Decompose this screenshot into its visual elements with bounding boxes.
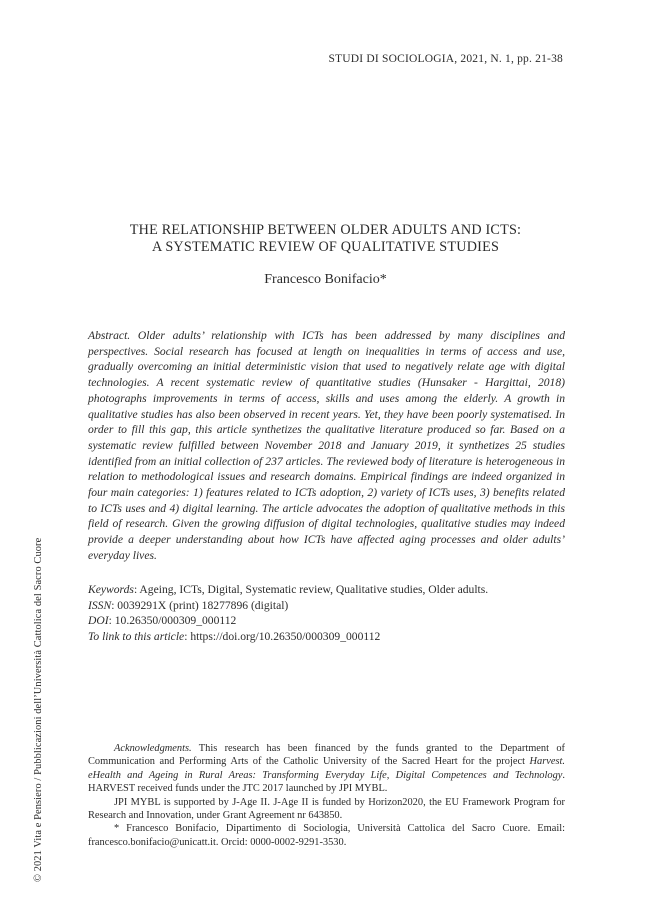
copyright-sideline: © 2021 Vita e Pensiero / Pubblicazioni dell’Università Cattolica del Sacro Cuore xyxy=(33,537,44,882)
ack-text-2: . HARVEST received funds under the JTC 2017 launched by JPI MYBL. xyxy=(88,769,565,795)
author-name: Francesco Bonifacio* xyxy=(264,272,387,287)
issn-label: ISSN xyxy=(88,598,112,612)
keywords-value: : Ageing, ICTs, Digital, Systematic review, Qualitative studies, Older adults. xyxy=(133,583,489,596)
affiliation-note: * Francesco Bonifacio, Dipartimento di Sociologia, Università Cattolica del Sacro Cuore. Email: francesco.bonifacio@unicatt.it. Orcid: 0000-0002-9291-3530. xyxy=(88,823,565,848)
issn-line xyxy=(88,598,565,614)
journal-header: STUDI DI SOCIOLOGIA, 2021, N. 1, pp. 21-38 xyxy=(328,53,563,65)
jpi-note: JPI MYBL is supported by J-Age II. J-Age II is funded by Horizon2020, the EU Framework Program for Research and Innovation, under Grant Agreement nr 643850. xyxy=(88,796,565,822)
title-line-2: A SYSTEMATIC REVIEW OF QUALITATIVE STUDIES xyxy=(151,239,500,255)
title-line-1: THE RELATIONSHIP BETWEEN OLDER ADULTS AND ICTS: xyxy=(129,222,522,238)
ack-project: Harvest. eHealth and Ageing in Rural Areas: Transforming Everyday Life, Digital Competences and Technology xyxy=(88,756,565,781)
article-metadata xyxy=(88,582,565,645)
link-line xyxy=(88,629,565,645)
footnotes xyxy=(88,742,565,849)
link-value[interactable]: : https://doi.org/10.26350/000309_000112 xyxy=(184,630,381,644)
doi-label: DOI xyxy=(88,614,109,628)
keywords-label: Keywords xyxy=(88,583,134,596)
ack-text-1: This research has been financed by the funds granted to the Department of Communication and Performing Arts of the Catholic University of the Sacred Heart for the project xyxy=(88,743,565,768)
issn-value: : 0039291X (print) 18277896 (digital) xyxy=(111,598,289,612)
abstract-text: Abstract. Older adults’ relationship with ICTs has been addressed by many disciplines and perspectives. Social research has focused at length on inequalities in terms of access and use, gradually overcoming an initial deterministic vision that used to negatively relate age with digital technologies. A recent systematic review of quantitative studies (Hunsaker - Hargittai, 2018) photographs improvements in terms of access, skills and uses among the elderly. A growth in qualitative studies has also been observed in recent years. Yet, they have been poorly systematised. In order to fill this gap, this article synthetizes the qualitative literature produced so far. Based on a systematic review fulfilled between November 2018 and January 2019, it synthetizes 25 studies identified from an initial collection of 237 articles. The reviewed body of literature is heterogeneous in relation to methodological issues and research domains. Empirical findings are indeed organized in four main categories: 1) features related to ICTs adoption, 2) variety of ICTs uses, 3) benefits related to ICTs uses and 4) digital learning. The article advocates the adoption of qualitative methods in this field of research. Given the growing diffusion of digital technologies, qualitative studies may indeed provide a deeper understanding about how ICTs have affected aging processes and older adults’ everyday lives. xyxy=(88,329,565,562)
ack-label: Acknowledgments. xyxy=(114,743,192,754)
doi-line xyxy=(88,613,565,629)
article-title xyxy=(88,222,563,256)
doi-value: : 10.26350/000309_000112 xyxy=(108,614,237,628)
keywords-line xyxy=(88,582,565,598)
link-label: To link to this article xyxy=(88,630,185,644)
acknowledgments-note xyxy=(88,742,565,796)
